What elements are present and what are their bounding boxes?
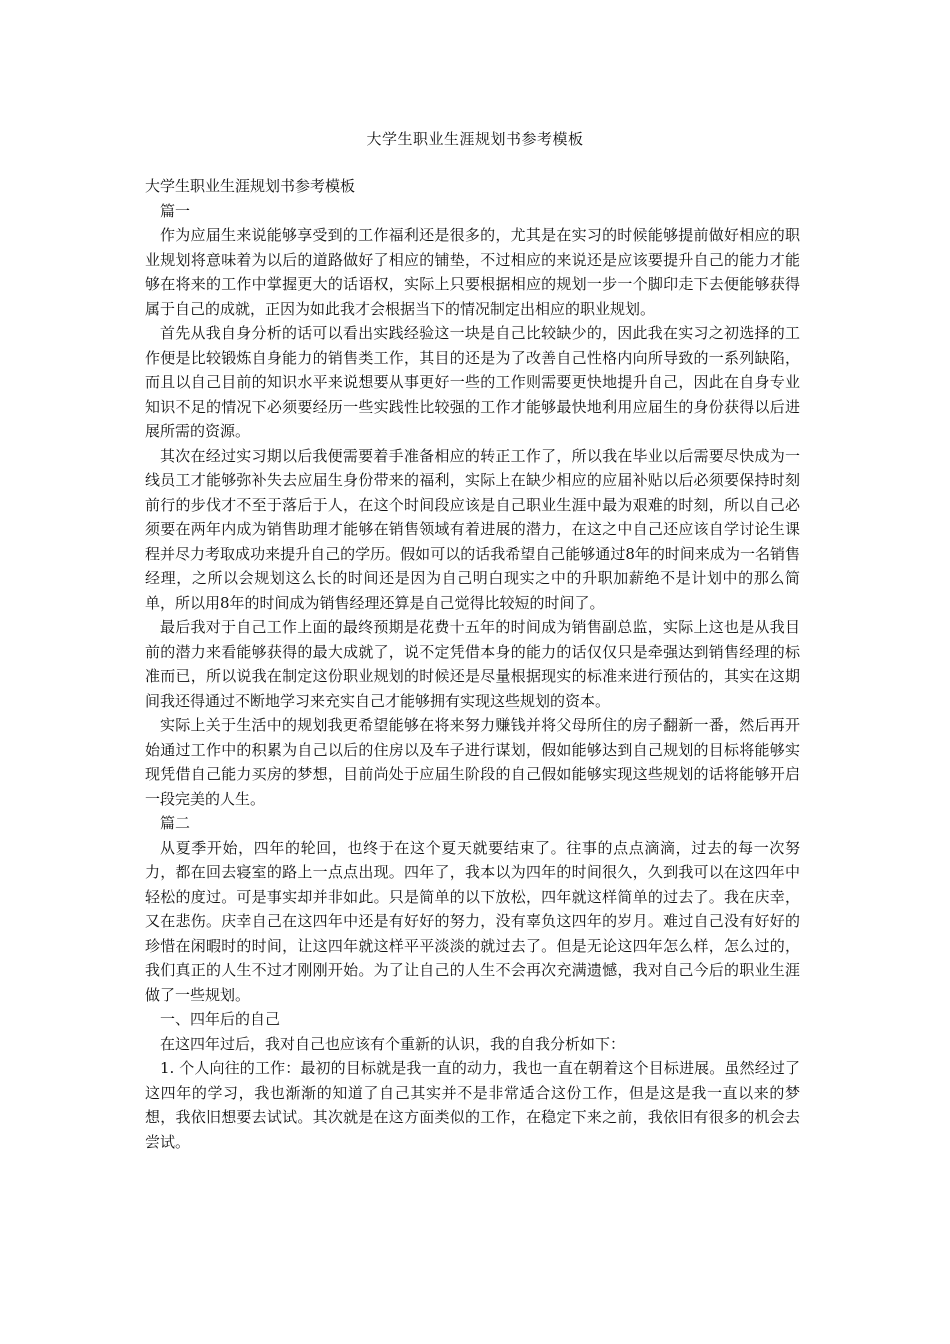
paragraph: 首先从我自身分析的话可以看出实践经验这一块是自己比较缺少的，因此我在实习之初选择的工作便是比较锻炼自身能力的销售类工作，其目的还是为了改善自己性格内向所导致的一系列缺陷，而且以自己目前的知识水平来说想要从事更好一些的工作则需要更快地提升自己，因此在自身专业知识不足的情况下必须要经历一些实践性比较强的工作才能够最快地利用应届生的身份获得以后进展所需的资源。 <box>145 324 800 440</box>
section-label-one: 篇一 <box>160 201 191 220</box>
document-body <box>145 174 800 1154</box>
heading-one: 一、四年后的自己 <box>160 1010 281 1028</box>
paragraph: 最后我对于自己工作上面的最终预期是花费十五年的时间成为销售副总监，实际上这也是从我目前的潜力来看能够获得的最大成就了，说不定凭借本身的能力的话仅仅只是牵强达到销售经理的标准而已，所以说我在制定这份职业规划的时候还是尽量根据现实的标准来进行预估的，其实在这期间我还得通过不断地学习来充实自己才能够拥有实现这些规划的资本。 <box>145 618 800 710</box>
paragraph: 作为应届生来说能够享受到的工作福利还是很多的，尤其是在实习的时候能够提前做好相应的职业规划将意味着为以后的道路做好了相应的铺垫，不过相应的来说还是应该要提升自己的能力才能够在将来的工作中掌握更大的话语权，实际上只要根据相应的规划一步一个脚印走下去便能够获得属于自己的成就，正因为如此我才会根据当下的情况制定出相应的职业规划。 <box>145 226 800 318</box>
paragraph: 其次在经过实习期以后我便需要着手准备相应的转正工作了，所以我在毕业以后需要尽快成为一线员工才能够弥补失去应届生身份带来的福利，实际上在缺少相应的应届补贴以后必须要保持时刻前行的步伐才不至于落后于人，在这个时间段应该是自己职业生涯中最为艰难的时刻，所以自己必须要在两年内成为销售助理才能够在销售领域有着进展的潜力，在这之中自己还应该自学讨论生课程并尽力考取成功来提升自己的学历。假如可以的话我希望自己能够通过8年的时间来成为一名销售经理，之所以会规划这么长的时间还是因为自己明白现实之中的升职加薪绝不是计划中的那么简单，所以用8年的时间成为销售经理还算是自己觉得比较短的时间了。 <box>145 446 800 612</box>
section-label-two: 篇二 <box>160 814 191 832</box>
list-item-one: 1. 个人向往的工作：最初的目标就是我一直的动力，我也一直在朝着这个目标进展。虽然经过了这四年的学习，我也渐渐的知道了自己其实并不是非常适合这份工作，但是这是我一直以来的梦想，我依旧想要去试试。其次就是在这方面类似的工作，在稳定下来之前，我依旧有很多的机会去尝试。 <box>145 1059 800 1151</box>
paragraph: 实际上关于生活中的规划我更希望能够在将来努力赚钱并将父母所住的房子翻新一番，然后再开始通过工作中的积累为自己以后的住房以及车子进行谋划，假如能够达到自己规划的目标将能够实现凭借自己能力买房的梦想，目前尚处于应届生阶段的自己假如能够实现这些规划的话将能够开启一段完美的人生。 <box>145 716 800 808</box>
intro-line: 在这四年过后，我对自己也应该有个重新的认识，我的自我分析如下： <box>160 1034 626 1053</box>
paragraph: 从夏季开始，四年的轮回，也终于在这个夏天就要结束了。往事的点点滴滴，过去的每一次努力，都在回去寝室的路上一点点出现。四年了，我本以为四年的时间很久，久到我可以在这四年中轻松的度过。可是事实却并非如此。只是简单的以下放松，四年就这样简单的过去了。我在庆幸，又在悲伤。庆幸自己在这四年中还是有好好的努力，没有辜负这四年的岁月。难过自己没有好好的珍惜在闲暇时的时间，让这四年就这样平平淡淡的就过去了。但是无论这四年怎么样，怎么过的，我们真正的人生不过才刚刚开始。为了让自己的人生不会再次充满遗憾，我对自己今后的职业生涯做了一些规划。 <box>145 838 800 1004</box>
document-subtitle: 大学生职业生涯规划书参考模板 <box>145 177 356 195</box>
document-title: 大学生职业生涯规划书参考模板 <box>366 130 584 148</box>
